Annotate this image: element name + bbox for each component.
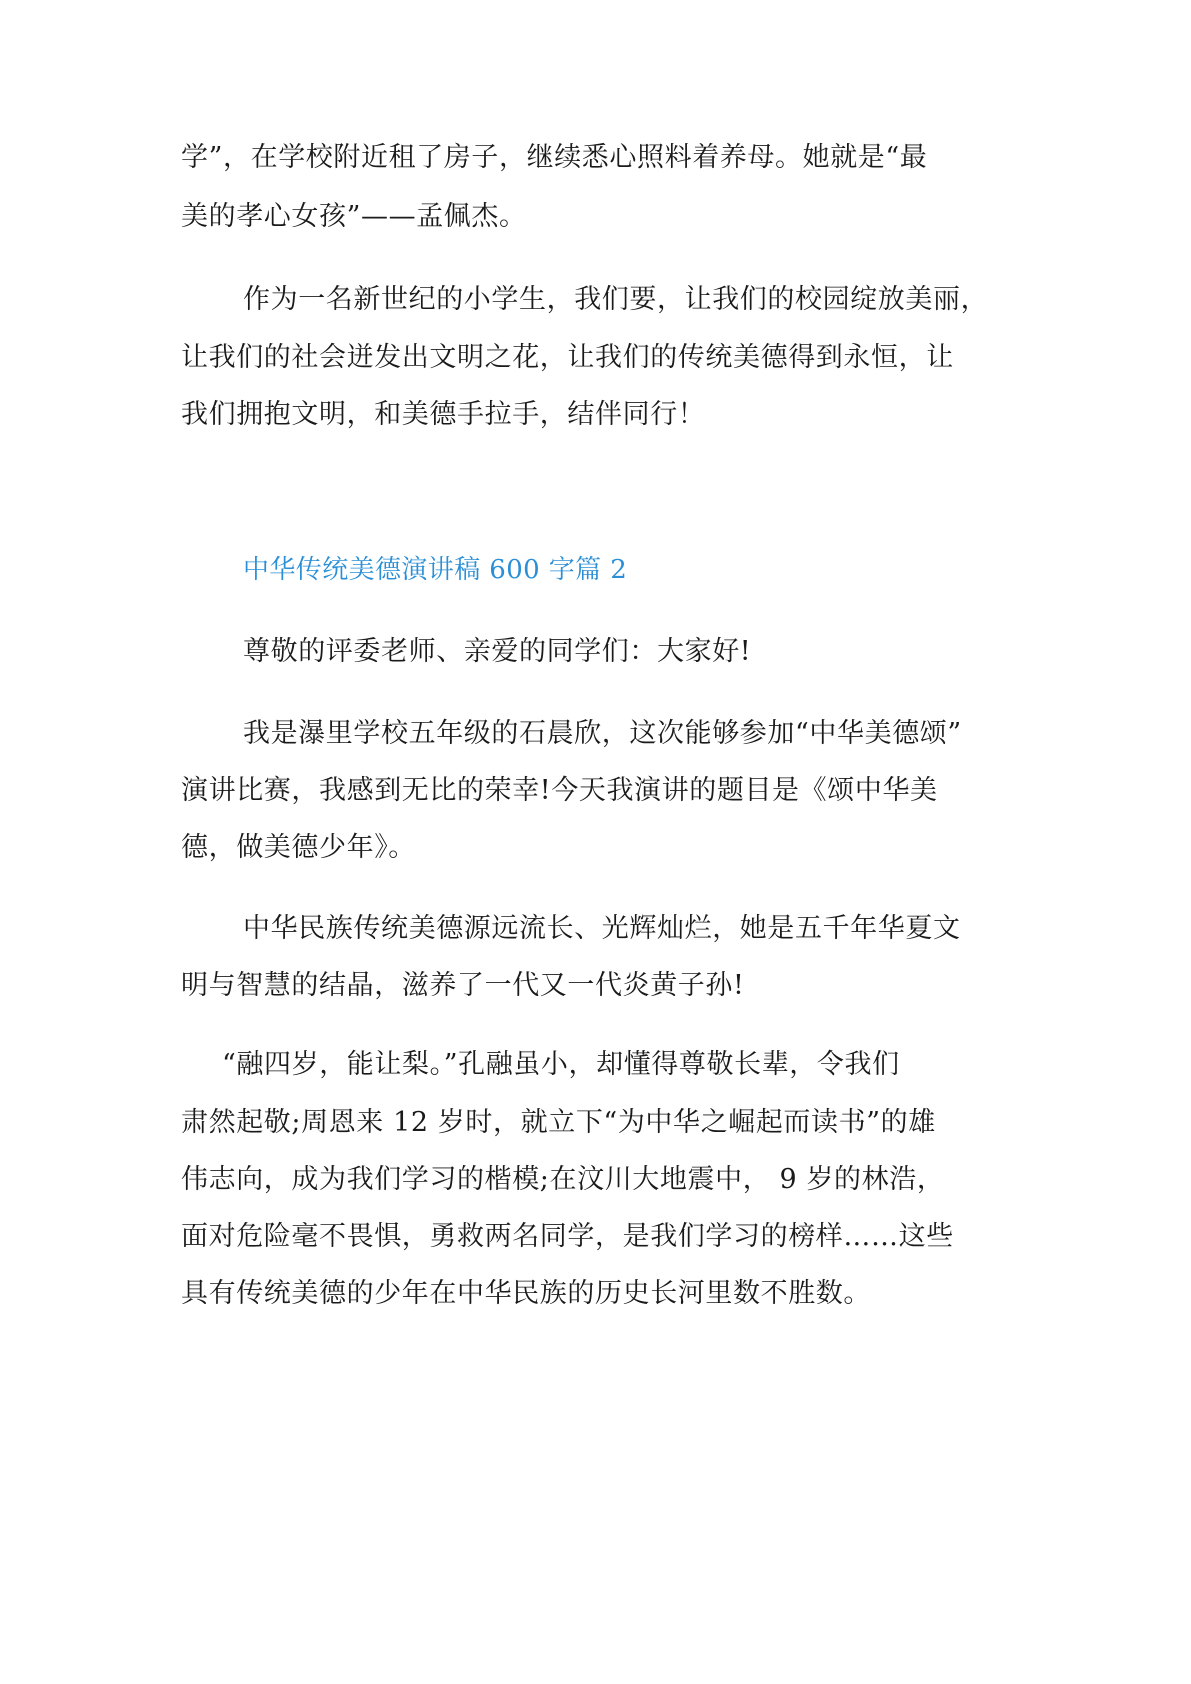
paragraph-line: 演讲比赛，我感到无比的荣幸!今天我演讲的题目是《颂中华美 (181, 775, 938, 806)
section-heading: 中华传统美德演讲稿 600 字篇 2 (243, 555, 628, 585)
paragraph-line: 中华民族传统美德源远流长、光辉灿烂，她是五千年华夏文 (243, 913, 961, 944)
paragraph-line: 具有传统美德的少年在中华民族的历史长河里数不胜数。 (181, 1278, 871, 1309)
paragraph-line: 让我们的社会迸发出文明之花，让我们的传统美德得到永恒，让 (181, 342, 954, 373)
paragraph-line: 面对危险毫不畏惧，勇救两名同学，是我们学习的榜样……这些 (181, 1221, 954, 1252)
paragraph-line: 明与智慧的结晶，滋养了一代又一代炎黄子孙! (181, 970, 745, 1001)
paragraph-line: 肃然起敬;周恩来 12 岁时，就立下“为中华之崛起而读书”的雄 (181, 1107, 936, 1138)
greeting-line: 尊敬的评委老师、亲爱的同学们：大家好! (243, 636, 752, 667)
paragraph-line: 我是瀑里学校五年级的石晨欣，这次能够参加“中华美德颂” (243, 718, 962, 749)
paragraph-line: 德，做美德少年》。 (181, 832, 416, 863)
paragraph-line: 我们拥抱文明，和美德手拉手，结伴同行！ (181, 399, 706, 430)
paragraph-line: 学”，在学校附近租了房子，继续悉心照料着养母。她就是“最 (181, 142, 928, 173)
paragraph-line: 伟志向，成为我们学习的楷模;在汶川大地震中， 9 岁的林浩， (181, 1164, 945, 1195)
paragraph-line: “融四岁，能让梨。”孔融虽小，却懂得尊敬长辈，令我们 (222, 1049, 900, 1080)
paragraph-line: 美的孝心女孩”——孟佩杰。 (181, 201, 527, 232)
paragraph-line: 作为一名新世纪的小学生，我们要，让我们的校园绽放美丽， (243, 284, 989, 315)
